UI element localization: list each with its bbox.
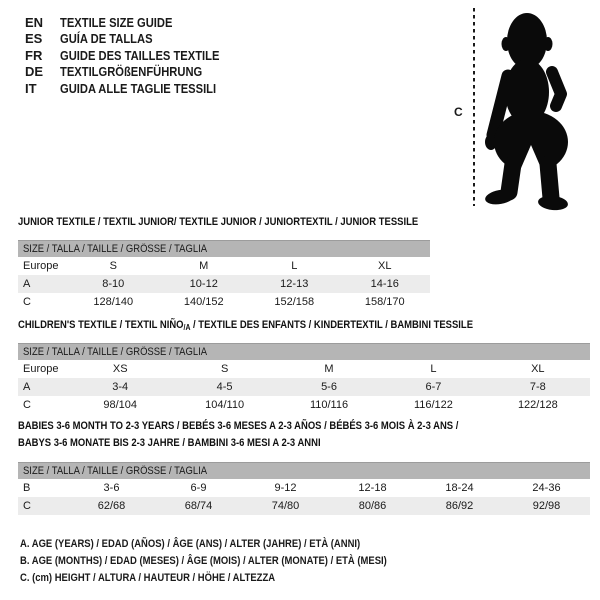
age-cell: 6-7 (425, 381, 442, 393)
footnote-text: B. AGE (MONTHS) / EDAD (MESES) / ÂGE (MOIS) / ALTER (MONATE) / ETÀ (MESI) (20, 555, 387, 567)
junior-size-table (18, 240, 430, 311)
size-header-bar (18, 240, 430, 257)
height-measure-label: C (454, 105, 463, 119)
row-label: A (23, 381, 31, 393)
height-cell: 62/68 (97, 500, 126, 512)
size-header-bar (18, 462, 590, 479)
age-cell: 9-12 (274, 482, 297, 494)
row-label: C (23, 399, 31, 411)
junior-table-title-text: JUNIOR TEXTILE / TEXTIL JUNIOR/ TEXTILE JUNIOR / JUNIORTEXTIL / JUNIOR TESSILE (18, 216, 419, 228)
age-cell: 24-36 (532, 482, 561, 494)
table-row-age (18, 275, 430, 293)
babies-size-table (18, 462, 590, 515)
language-title-list (25, 14, 245, 97)
age-cell: 18-24 (445, 482, 474, 494)
row-label: C (23, 500, 31, 512)
size-header-text: SIZE / TALLA / TAILLE / GRÖSSE / TAGLIA (23, 465, 208, 477)
children-size-table (18, 343, 590, 414)
language-row-it (25, 80, 245, 97)
height-measure-dashed-line (473, 8, 475, 206)
language-code: DE (25, 64, 44, 80)
row-label: Europe (23, 260, 59, 272)
age-cell: 3-6 (103, 482, 120, 494)
age-cell: 5-6 (321, 381, 337, 393)
table-row-europe (18, 360, 590, 378)
babies-table-title-line2 (18, 437, 370, 449)
height-cell: 98/104 (103, 399, 138, 411)
size-cell: XL (378, 260, 392, 272)
babies-table-title-line1 (18, 420, 530, 432)
language-title: GUIDE DES TAILLES TEXTILE (60, 47, 220, 63)
language-row-en (25, 14, 245, 31)
footnotes (20, 536, 447, 587)
age-cell: 8-10 (102, 278, 125, 290)
table-row-height (18, 497, 590, 515)
row-label: C (23, 296, 31, 308)
children-table-title-text (18, 319, 473, 332)
height-cell: 68/74 (184, 500, 213, 512)
language-row-es (25, 31, 245, 48)
table-row-age (18, 378, 590, 396)
footnote-a (20, 536, 447, 553)
size-header-bar (18, 343, 590, 360)
height-cell: 74/80 (271, 500, 300, 512)
age-cell: 14-16 (370, 278, 399, 290)
size-cell: S (109, 260, 117, 272)
language-row-de (25, 64, 245, 81)
size-cell: XS (112, 363, 128, 375)
age-cell: 3-4 (112, 381, 129, 393)
babies-table-title-text2: BABYS 3-6 MONATE BIS 2-3 JAHRE / BAMBINI 3-6 MESI A 2-3 ANNI (18, 437, 321, 449)
footnote-b (20, 553, 447, 570)
age-cell: 4-5 (216, 381, 233, 393)
size-cell: M (324, 363, 334, 375)
table-row-europe (18, 257, 430, 275)
size-cell: S (220, 363, 229, 375)
age-cell: 12-13 (280, 278, 309, 290)
junior-table-title (18, 216, 483, 228)
height-cell: 116/122 (413, 399, 453, 411)
language-row-fr (25, 47, 245, 64)
height-cell: 122/128 (517, 399, 558, 411)
row-label: A (23, 278, 31, 290)
height-cell: 92/98 (532, 500, 561, 512)
language-code: ES (25, 31, 43, 47)
language-title: TEXTILE SIZE GUIDE (60, 14, 173, 30)
language-title: GUÍA DE TALLAS (60, 31, 153, 47)
size-cell: L (430, 363, 437, 375)
height-cell: 110/116 (309, 399, 349, 411)
row-label: Europe (23, 363, 59, 375)
age-cell: 6-9 (190, 482, 207, 494)
babies-table-title-text1: BABIES 3-6 MONTH TO 2-3 YEARS / BEBÉS 3-6 MESES A 2-3 AÑOS / BÉBÉS 3-6 MOIS À 2-3 ANS / (18, 420, 459, 432)
footnote-c (20, 570, 447, 587)
size-cell: L (291, 260, 298, 272)
height-cell: 104/110 (205, 399, 245, 411)
age-cell: 7-8 (529, 381, 546, 393)
title-part: CHILDREN'S TEXTILE / TEXTIL NIÑO (18, 319, 184, 331)
size-cell: XL (531, 363, 545, 375)
language-code: FR (25, 47, 43, 63)
table-row-height (18, 396, 590, 414)
size-cell: M (199, 260, 209, 272)
table-row-height (18, 293, 430, 311)
height-cell: 158/170 (364, 296, 405, 308)
row-label: B (23, 482, 31, 494)
title-part: / TEXTILE DES ENFANTS / KINDERTEXTIL / BAMBINI TESSILE (190, 319, 474, 331)
height-cell: 128/140 (93, 296, 134, 308)
baby-silhouette-icon (480, 2, 598, 216)
age-cell: 12-18 (358, 482, 387, 494)
language-code: IT (25, 80, 37, 96)
language-title: TEXTILGRÖßENFÜHRUNG (60, 64, 203, 80)
height-cell: 152/158 (274, 296, 315, 308)
title-subscript: /A (183, 323, 191, 332)
language-code: EN (25, 14, 44, 30)
footnote-text: A. AGE (YEARS) / EDAD (AÑOS) / ÂGE (ANS) / ALTER (JAHRE) / ETÀ (ANNI) (20, 538, 361, 550)
height-cell: 86/92 (445, 500, 474, 512)
age-cell: 10-12 (189, 278, 218, 290)
children-table-title (18, 319, 547, 332)
footnote-text: C. (cm) HEIGHT / ALTURA / HAUTEUR / HÖHE / ALTEZZA (20, 572, 276, 584)
height-cell: 80/86 (358, 500, 387, 512)
table-row-age-months (18, 479, 590, 497)
size-header-text: SIZE / TALLA / TAILLE / GRÖSSE / TAGLIA (23, 243, 208, 255)
language-title: GUIDA ALLE TAGLIE TESSILI (60, 80, 217, 96)
height-cell: 140/152 (183, 296, 224, 308)
size-header-text: SIZE / TALLA / TAILLE / GRÖSSE / TAGLIA (23, 346, 208, 358)
